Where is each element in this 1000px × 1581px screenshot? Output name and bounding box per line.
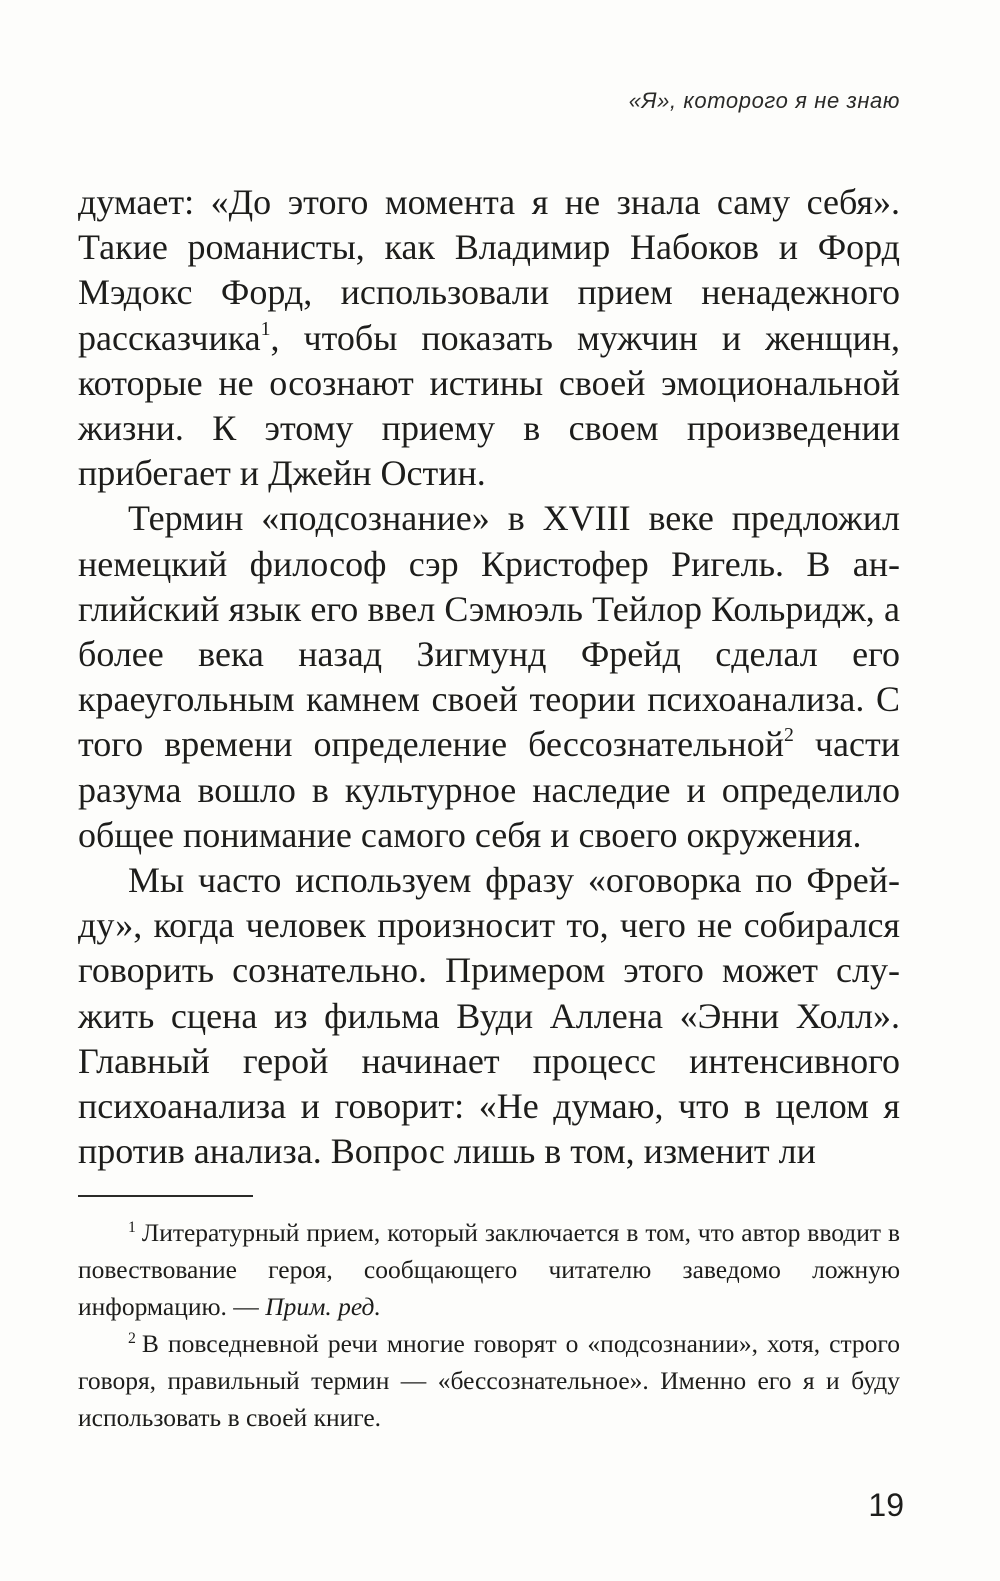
footnote-ref-1: 1 bbox=[260, 317, 271, 340]
paragraph-2 bbox=[78, 496, 900, 858]
body-text bbox=[78, 180, 900, 1174]
footnote-1-text: Литературный прием, который заключается в том, что автор вводит в повествование героя, сообщающего читателю заведомо ложную информацию. — bbox=[78, 1218, 900, 1321]
paragraph-1 bbox=[78, 180, 900, 496]
paragraph-2-part-1: Термин «подсознание» в XVIII веке предложил немецкий философ сэр Кристофер Ригель. В английский язык его ввел Сэмюэль Тейлор Кольридж, а более века назад Зигмунд Фрейд сделал его краеугольным камнем своей теории психоанализа. С того времени определение бессознательной bbox=[78, 498, 900, 765]
footnote-ref-2: 2 bbox=[783, 724, 794, 747]
footnote-1-editor-note: Прим. ред. bbox=[265, 1292, 381, 1321]
paragraph-3: Мы часто используем фразу «оговорка по Фрейду», когда человек произносит то, чего не собирался говорить сознательно. Примером этого может служить сцена из фильма Вуди Аллена «Энни Холл». Главный герой начинает процесс интенсивного психоанализа и говорит: «Не думаю, что в целом я против анализа. Вопрос лишь в том, изменит ли bbox=[78, 860, 900, 1172]
footnote-2 bbox=[78, 1325, 900, 1436]
paragraph-2-part-2: части разума вошло в культурное наследие и определило общее понимание самого себя и своего окружения. bbox=[78, 724, 900, 855]
paragraph-1-part-1: думает: «До этого момента я не знала саму себя». Такие романисты, как Владимир Набоков и Форд Мэдокс Форд, использовали прием ненадежного рассказчика bbox=[78, 182, 900, 358]
footnotes bbox=[78, 1214, 900, 1436]
footnote-1 bbox=[78, 1214, 900, 1325]
page-number: 19 bbox=[868, 1487, 904, 1523]
footnote-divider bbox=[78, 1195, 253, 1197]
footnote-2-number: 2 bbox=[128, 1329, 136, 1347]
running-header: «Я», которого я не знаю bbox=[628, 88, 900, 113]
footnote-2-text: В повседневной речи многие говорят о «подсознании», хотя, строго говоря, правильный термин — «бессознательное». Именно его я и буду использовать в своей книге. bbox=[78, 1329, 900, 1432]
paragraph-1-part-2: , чтобы показать мужчин и женщин, которые не осознают истины своей эмоциональной жизни. К этому приему в своем произведении прибегает и Джейн Остин. bbox=[78, 317, 900, 494]
footnote-1-number: 1 bbox=[128, 1218, 136, 1236]
